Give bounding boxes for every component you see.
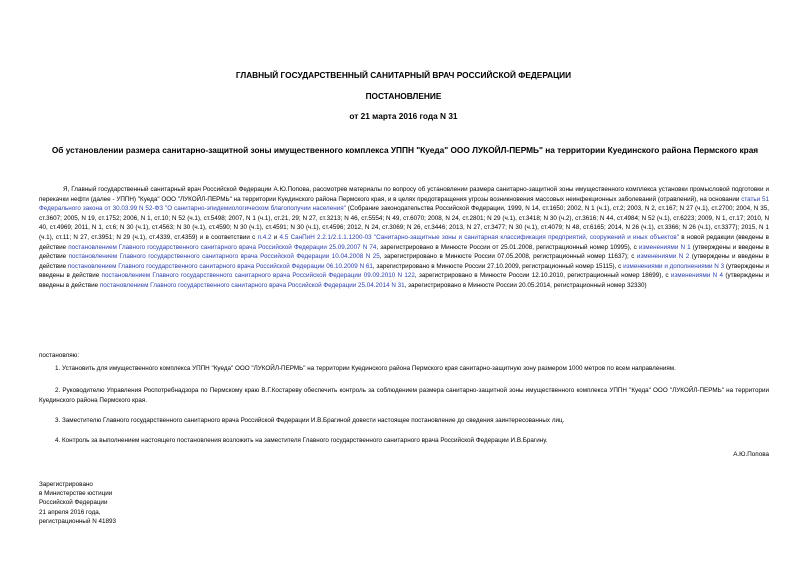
- link-changes-1[interactable]: изменениями N 1: [638, 243, 691, 251]
- document-date-number: от 21 марта 2016 года N 31: [349, 111, 458, 121]
- issuing-authority: ГЛАВНЫЙ ГОСУДАРСТВЕННЫЙ САНИТАРНЫЙ ВРАЧ РОССИЙСКОЙ ФЕДЕРАЦИИ: [235, 70, 572, 80]
- document-type: ПОСТАНОВЛЕНИЕ: [365, 91, 442, 101]
- resolution-point-text: 3. Заместителю Главного государственного санитарного врача Российской Федерации И.В.Брагиной довести настоящее постановление до сведения заинтересованных лиц.: [55, 417, 565, 424]
- signer-name: А.Ю.Попова: [733, 451, 769, 458]
- link-article-51[interactable]: статьи 51 Федерального закона от 30.03.99 N 52-ФЗ "О санитарно-эпидемиологическом благополучии населения": [39, 195, 769, 213]
- preamble-text: (утверждены и введены в действие: [39, 272, 769, 289]
- link-resolution-122[interactable]: постановлением Главного государственного санитарного врача Российской Федерации 09.09.2010 N 122: [101, 272, 415, 280]
- registration-block: [39, 480, 116, 526]
- link-resolution-61[interactable]: постановлением Главного государственного санитарного врача Российской Федерации 06.10.2009 N 61: [67, 262, 373, 270]
- preamble-text: Я, Главный государственный санитарный врач Российской Федерации А.Ю.Попова, рассмотрев материалы по вопросу об установлении размера санитарно-защитной зоны имущественного комплекса установки промысловой подготовки и перекачки нефти (далее - УППН) "Куеда" ООО "ЛУКОЙЛ-ПЕРМЬ" на территории Куединского района Пермского края, и в целях предотвращения угрозы возникновения массовых неинфекционных заболеваний (отравлений), на основании: [39, 186, 769, 203]
- preamble-text: и: [271, 233, 280, 241]
- document-title: Об установлении размера санитарно-защитной зоны имущественного комплекса УППН "Куеда" ООО ЛУКОЙЛ-ПЕРМЬ" на территории Куединского района Пермского края: [51, 145, 759, 155]
- resolve-label: постановляю:: [39, 352, 80, 359]
- registration-line: 21 апреля 2016 года,: [39, 508, 101, 516]
- preamble-text: (утверждены и введены в действие: [39, 253, 769, 270]
- preamble-text: , зарегистрировано в Минюсте России 27.10.2009, регистрационный номер 15115), с: [372, 262, 624, 270]
- resolution-point-text: 4. Контроль за выполнением настоящего постановления возложить на заместителя Главного государственного санитарного врача Российской Федерации И.В.Брагину.: [55, 437, 548, 444]
- resolution-point: [39, 416, 769, 426]
- registration-line: регистрационный N 41893: [39, 517, 117, 525]
- link-p-4-2[interactable]: п.4.2: [257, 233, 272, 241]
- link-resolution-31[interactable]: постановлением Главного государственного санитарного врача Российской Федерации 25.04.2014 N 31: [99, 281, 405, 289]
- link-changes-3[interactable]: изменениями и дополнениями N 3: [623, 262, 725, 270]
- preamble-paragraph: [39, 185, 769, 291]
- preamble-text: , зарегистрировано в Минюсте России 20.05.2014, регистрационный номер 32330): [404, 281, 647, 289]
- link-resolution-25[interactable]: постановлением Главного государственного санитарного врача Российской Федерации 10.04.2008 N 25: [68, 253, 380, 261]
- preamble-text: в новой редакции (введены в действие: [39, 233, 769, 251]
- resolution-point-text: 1. Установить для имущественного комплекса УППН "Куеда" ООО "ЛУКОЙЛ-ПЕРМЬ" на территории Куединского района Пермского края санитарно-защитную зону размером 1000 метров по всем направлениям.: [55, 365, 676, 372]
- registration-line: в Министерстве юстиции: [39, 490, 113, 498]
- link-changes-4[interactable]: изменениями N 4: [670, 272, 724, 280]
- link-resolution-74[interactable]: постановлением Главного государственного санитарного врача Российской Федерации 25.09.2007 N 74: [68, 243, 377, 251]
- preamble-text: (Собрание законодательства Российской Федерации, 1999, N 14, ст.1650; 2002, N 1 (ч.1), ст.2; 2003, N 2, ст.167; N 27 (ч.1), ст.2700; 2004, N 35, ст.3607; 2005, N 19, ст.1752; 2006, N 1, ст.10; N 52 (ч.1), ст.5498; 2007, N 1 (ч.1), ст.21, 29; N 27, ст.3213; N 46, ст.5554; N 49, ст.6070; 2008, N 24, ст.2801; N 29 (ч.1), ст.3418; N 30 (ч.2), ст.3616; N 44, ст.4984; N 52 (ч.1), ст.6223; 2009, N 1, ст.17; 2010, N 40, ст.4969; 2011, N 1, ст.6; N 30 (ч.1), ст.4563; N 30 (ч.1), ст.4590; N 30 (ч.1), ст.4591; N 30 (ч.1), ст.4596; 2012, N 24, ст.3069; N 26, ст.3446; 2013, N 27, ст.3477; N 30 (ч.1), ст.4079; N 48, ст.6165; 2014, N 26 (ч.1), ст.3366; N 26 (ч.1), ст.3377); 2015, N 1 (ч.1), ст.11; N 27, ст.3951; N 29 (ч.1), ст.4339, ст.4359) и в соответствии с: [39, 205, 769, 241]
- registration-line: Зарегистрировано: [39, 481, 93, 488]
- resolution-point: [39, 386, 769, 405]
- resolution-point: [39, 436, 769, 446]
- resolution-point-text: 2. Руководителю Управления Роспотребнадзора по Пермскому краю В.Г.Костареву обеспечить контроль за соблюдением размера санитарно-защитной зоны имущественного комплекса УППН "Куеда" ООО "ЛУКОЙЛ-ПЕРМЬ" на территории Куединского района Пермского края.: [39, 387, 769, 404]
- preamble-text: (утверждены и введены в действие: [39, 243, 770, 261]
- resolution-point: [39, 364, 769, 374]
- link-changes-2[interactable]: изменениями N 2: [636, 253, 690, 261]
- preamble-text: , зарегистрировано в Минюсте России 12.10.2010, регистрационный номер 18699), с: [414, 272, 671, 280]
- preamble-text: , зарегистрировано в Минюсте России 07.05.2008, регистрационный номер 11637); с: [379, 253, 637, 261]
- registration-line: Российской Федерации: [39, 499, 108, 507]
- preamble-text: (утверждены и введены в действие: [39, 262, 769, 280]
- link-sanpin[interactable]: 4.5 СанПиН 2.2.1/2.1.1.1200-03 "Санитарно-защитные зоны и санитарная классификация предприятий, сооружений и иных объектов": [279, 233, 679, 241]
- preamble-text: , зарегистрировано в Минюсте России от 25.01.2008, регистрационный номер 10995), с: [376, 243, 639, 251]
